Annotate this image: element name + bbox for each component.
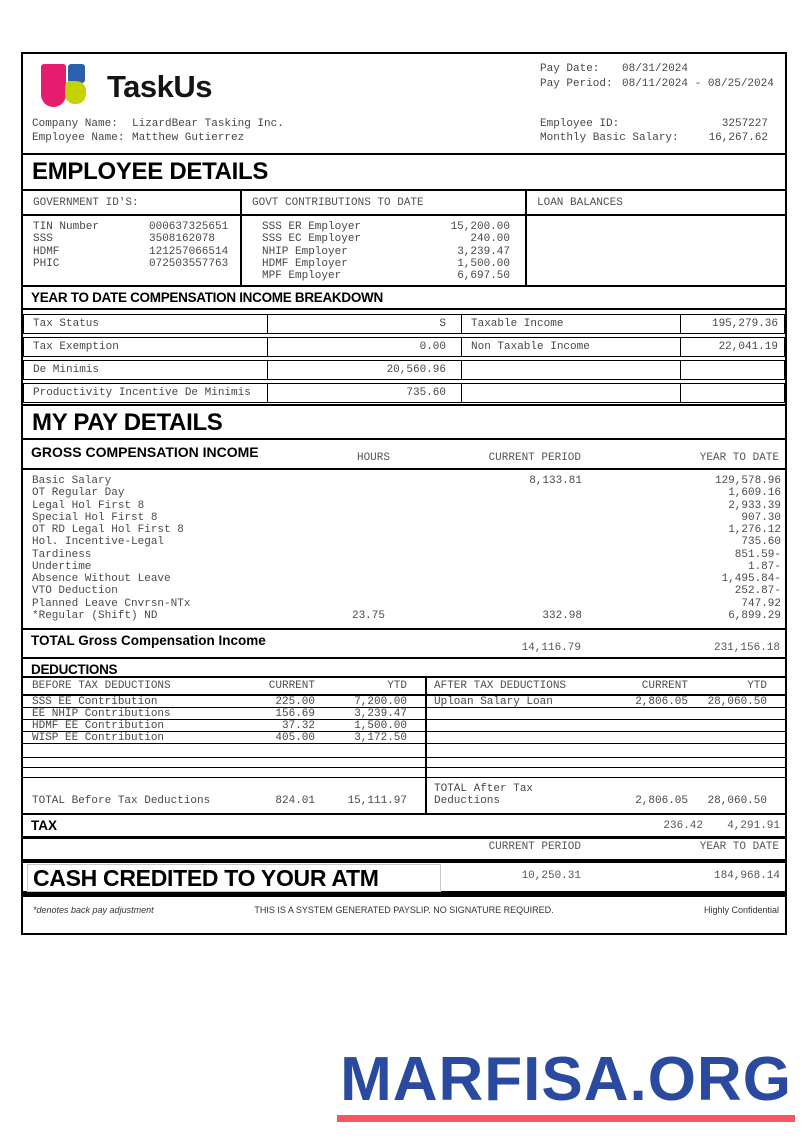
contribution-row	[242, 233, 525, 245]
item-hours	[295, 512, 385, 524]
cash-current-value: 10,250.31	[521, 870, 581, 882]
gov-id-label: SSS	[33, 233, 53, 246]
my-pay-details-title: MY PAY DETAILS	[23, 406, 785, 440]
item-ytd: 129,578.96	[714, 475, 781, 487]
deduction-row	[23, 732, 785, 744]
ytd-label: De Minimis	[33, 364, 100, 376]
item-ytd: 1,276.12	[728, 524, 781, 536]
ytd-value: S	[267, 315, 461, 333]
tax-current: 236.42	[663, 820, 703, 832]
after-ytd-header: YTD	[747, 680, 767, 692]
employee-details-column-headers	[23, 191, 785, 216]
item-name: Undertime	[32, 560, 92, 573]
ytd-value: 195,279.36	[680, 315, 784, 333]
govt-contributions-list	[240, 216, 525, 285]
before-total-label: TOTAL Before Tax Deductions	[32, 795, 211, 807]
gov-id-value: 3508162078	[149, 233, 216, 246]
employee-id-label: Employee ID:	[540, 118, 620, 130]
deduction-row	[23, 696, 785, 708]
monthly-salary-value: 16,267.62	[708, 132, 768, 144]
gross-total-label: TOTAL Gross Compensation Income	[31, 633, 266, 648]
before-tax-header: BEFORE TAX DEDUCTIONS	[32, 680, 171, 692]
contribution-row	[242, 246, 525, 258]
item-ytd: 1,609.16	[728, 487, 781, 500]
deduction-row	[23, 720, 785, 732]
ytd-label	[461, 361, 680, 379]
ytd-value	[680, 361, 784, 379]
government-ids-list	[23, 216, 240, 285]
brand-name: TaskUs	[107, 69, 212, 104]
employee-id-block	[540, 117, 768, 145]
deduction-current: 405.00	[275, 732, 315, 744]
ytd-label: Taxable Income	[461, 315, 680, 333]
deductions-total-row	[23, 783, 785, 813]
ytd-label: Non Taxable Income	[461, 338, 680, 356]
deduction-row	[23, 708, 785, 720]
loan-balances-header: LOAN BALANCES	[525, 191, 785, 214]
deductions-table	[23, 678, 785, 815]
item-hours	[295, 598, 385, 610]
item-current	[385, 598, 582, 610]
ytd-value: 20,560.96	[267, 361, 461, 379]
item-name: Tardiness	[32, 548, 92, 561]
net-current-period-header: CURRENT PERIOD	[488, 841, 581, 853]
item-ytd: 1,495.84-	[721, 573, 781, 585]
item-hours	[295, 573, 385, 585]
item-hours: 23.75	[351, 609, 385, 622]
year-to-date-column-header: YEAR TO DATE	[699, 452, 779, 464]
govt-contributions-header: GOVT CONTRIBUTIONS TO DATE	[240, 191, 525, 214]
deduction-empty-row	[23, 744, 785, 758]
ytd-breakdown-table	[23, 310, 785, 406]
marfisa-underline	[337, 1115, 795, 1122]
gov-id-row	[23, 221, 240, 233]
ytd-value: 735.60	[267, 384, 461, 402]
item-current	[385, 512, 582, 524]
deductions-header-row	[23, 678, 785, 696]
system-generated-note: THIS IS A SYSTEM GENERATED PAYSLIP. NO SIGNATURE REQUIRED.	[254, 905, 554, 915]
gross-item-row	[32, 573, 781, 585]
item-name: Special Hol First 8	[32, 511, 158, 524]
gov-id-label: HDMF	[33, 245, 60, 258]
logo-citron-shape	[65, 81, 86, 104]
item-current	[385, 487, 582, 499]
confidential-note: Highly Confidential	[703, 905, 779, 915]
after-total-current: 2,806.05	[635, 795, 688, 807]
item-hours	[295, 524, 385, 536]
ytd-value: 0.00	[267, 338, 461, 356]
item-name: Hol. Incentive-Legal	[32, 536, 165, 549]
marfisa-watermark	[337, 1045, 795, 1122]
contribution-value: 6,697.50	[457, 270, 510, 283]
before-total-ytd: 15,111.97	[347, 795, 407, 807]
logo-pink-shape	[41, 64, 66, 107]
gross-item-row	[32, 549, 781, 561]
taskus-logo-icon	[41, 64, 91, 110]
item-ytd: 6,899.29	[728, 609, 781, 622]
contribution-label: MPF Employer	[262, 270, 342, 283]
gross-item-row	[32, 500, 781, 512]
item-hours	[295, 487, 385, 499]
deduction-current: 156.69	[275, 708, 315, 720]
pay-period-row	[540, 77, 774, 92]
contribution-value: 15,200.00	[450, 221, 510, 233]
item-current: 8,133.81	[529, 475, 582, 487]
gov-id-row	[23, 246, 240, 258]
item-name: Legal Hol First 8	[32, 499, 145, 512]
contribution-row	[242, 270, 525, 282]
ytd-row	[23, 360, 785, 380]
item-hours	[295, 561, 385, 573]
item-current	[385, 500, 582, 512]
item-ytd: 2,933.39	[728, 499, 781, 512]
ytd-row	[23, 383, 785, 403]
ytd-label	[461, 384, 680, 402]
item-ytd: 252.87-	[734, 585, 781, 598]
deduction-ytd: 3,239.47	[354, 708, 407, 720]
gov-id-value: 000637325651	[149, 221, 229, 233]
gross-item-row	[32, 561, 781, 573]
employee-details-title: EMPLOYEE DETAILS	[23, 155, 785, 191]
pay-date-label: Pay Date:	[540, 63, 600, 75]
gross-item-row	[32, 487, 781, 499]
item-current	[385, 585, 582, 597]
gross-total-current: 14,116.79	[521, 642, 581, 654]
deduction-current: 37.32	[281, 720, 315, 732]
ytd-value: 22,041.19	[680, 338, 784, 356]
contribution-label: HDMF Employer	[262, 257, 348, 270]
company-name-label: Company Name:	[32, 118, 118, 130]
item-name: VTO Deduction	[32, 585, 118, 598]
deduction-label: EE NHIP Contributions	[32, 708, 171, 720]
contribution-value: 240.00	[470, 233, 510, 246]
item-current: 332.98	[542, 609, 582, 622]
deduction-ytd: 28,060.50	[707, 696, 767, 708]
item-hours	[295, 549, 385, 561]
net-pay-column-headers	[23, 839, 785, 863]
pay-period-label: Pay Period:	[540, 77, 613, 90]
before-total-current: 824.01	[275, 795, 315, 807]
item-hours	[295, 475, 385, 487]
gov-id-value: 072503557763	[149, 257, 229, 270]
deductions-divider	[425, 678, 427, 813]
before-ytd-header: YTD	[387, 680, 407, 692]
item-current	[385, 536, 582, 548]
deduction-ytd: 1,500.00	[354, 720, 407, 732]
ytd-value	[680, 384, 784, 402]
deduction-label: Uploan Salary Loan	[434, 696, 553, 708]
ytd-label: Tax Exemption	[33, 341, 119, 353]
cash-credited-title: CASH CREDITED TO YOUR ATM	[33, 865, 379, 891]
pay-period-value: 08/11/2024 - 08/25/2024	[622, 77, 774, 90]
gross-item-row	[32, 524, 781, 536]
contribution-value: 1,500.00	[457, 257, 510, 270]
item-name: OT Regular Day	[32, 487, 125, 500]
loan-balances-list	[525, 216, 785, 285]
item-ytd: 747.92	[741, 597, 781, 610]
after-total-ytd: 28,060.50	[707, 795, 767, 807]
item-hours	[295, 536, 385, 548]
before-current-header: CURRENT	[268, 680, 315, 692]
cash-ytd-value: 184,968.14	[713, 870, 780, 882]
item-name: Planned Leave Cnvrsn-NTx	[32, 597, 191, 610]
item-hours	[295, 585, 385, 597]
payslip-header	[23, 54, 785, 155]
employee-name-row	[32, 131, 284, 145]
gross-item-row	[32, 585, 781, 597]
hours-column-header: HOURS	[356, 452, 390, 464]
payslip-footer	[23, 897, 785, 933]
gov-id-label: TIN Number	[33, 221, 100, 233]
gross-total-ytd: 231,156.18	[713, 642, 780, 654]
ytd-label: Productivity Incentive De Minimis	[33, 387, 251, 399]
item-ytd: 735.60	[741, 536, 781, 549]
employee-id-value: 3257227	[721, 118, 768, 130]
tax-label: TAX	[31, 818, 57, 833]
deduction-current: 225.00	[275, 696, 315, 708]
gross-compensation-header	[23, 440, 785, 470]
company-block	[32, 117, 284, 145]
company-name-value: LizardBear Tasking Inc.	[132, 118, 284, 130]
ytd-breakdown-title: YEAR TO DATE COMPENSATION INCOME BREAKDOWN	[23, 287, 785, 310]
contribution-value: 3,239.47	[457, 245, 510, 258]
gross-item-row	[32, 512, 781, 524]
current-period-column-header: CURRENT PERIOD	[488, 452, 581, 464]
gross-item-row	[32, 536, 781, 548]
gov-id-row	[23, 233, 240, 245]
gross-total-band	[23, 630, 785, 659]
tax-band	[23, 815, 785, 839]
deduction-label: HDMF EE Contribution	[32, 720, 165, 732]
item-current	[385, 549, 582, 561]
item-name: Absence Without Leave	[32, 573, 171, 585]
monthly-salary-label: Monthly Basic Salary:	[540, 132, 679, 144]
item-current	[385, 524, 582, 536]
cash-credited-band	[23, 863, 785, 897]
contribution-row	[242, 258, 525, 270]
item-name: Basic Salary	[32, 475, 112, 487]
deduction-empty-row	[23, 768, 785, 778]
ytd-row	[23, 314, 785, 334]
deduction-empty-row	[23, 758, 785, 768]
contribution-label: SSS EC Employer	[262, 233, 362, 246]
ytd-label: Tax Status	[33, 318, 100, 330]
employee-name-label: Employee Name:	[32, 132, 125, 144]
item-ytd: 907.30	[741, 511, 781, 524]
pay-date-row	[540, 62, 774, 77]
employee-id-row	[540, 117, 768, 131]
item-ytd: 851.59-	[734, 548, 781, 561]
gross-item-row	[32, 598, 781, 610]
monthly-salary-row	[540, 131, 768, 145]
deduction-ytd: 7,200.00	[354, 696, 407, 708]
after-current-header: CURRENT	[641, 680, 688, 692]
employee-details-body	[23, 216, 785, 287]
gov-id-row	[23, 258, 240, 270]
gross-title: GROSS COMPENSATION INCOME	[31, 444, 259, 460]
backpay-note: *denotes back pay adjustment	[33, 905, 154, 915]
deductions-title: DEDUCTIONS	[23, 659, 785, 678]
ytd-row	[23, 337, 785, 357]
net-year-to-date-header: YEAR TO DATE	[699, 841, 779, 853]
after-total-label: TOTAL After Tax Deductions	[434, 783, 534, 807]
gross-item-row	[32, 475, 781, 487]
after-tax-header: AFTER TAX DEDUCTIONS	[434, 680, 567, 692]
item-name: OT RD Legal Hol First 8	[32, 524, 184, 536]
deduction-label: WISP EE Contribution	[32, 732, 165, 744]
contribution-label: NHIP Employer	[262, 245, 348, 258]
deduction-ytd: 3,172.50	[354, 732, 407, 744]
employee-name-value: Matthew Gutierrez	[132, 132, 245, 144]
taskus-logo	[41, 64, 212, 110]
gov-id-value: 121257066514	[149, 245, 229, 258]
gov-id-label: PHIC	[33, 257, 60, 270]
deduction-label: SSS EE Contribution	[32, 696, 158, 708]
government-ids-header: GOVERNMENT ID'S:	[33, 197, 139, 209]
company-name-row	[32, 117, 284, 131]
payslip-document	[21, 52, 787, 935]
contribution-label: SSS ER Employer	[262, 221, 362, 233]
item-current	[385, 573, 582, 585]
item-hours	[295, 500, 385, 512]
gross-items-list	[23, 470, 785, 630]
pay-date-value: 08/31/2024	[622, 63, 689, 75]
marfisa-logo-text: MARFISA.ORG	[340, 1045, 792, 1114]
item-current	[385, 561, 582, 573]
pay-date-block	[540, 62, 774, 91]
item-ytd: 1.87-	[747, 560, 781, 573]
gross-item-row	[32, 610, 781, 622]
item-name: *Regular (Shift) ND	[32, 609, 158, 622]
contribution-row	[242, 221, 525, 233]
deduction-current: 2,806.05	[635, 696, 688, 708]
tax-ytd: 4,291.91	[727, 820, 780, 832]
